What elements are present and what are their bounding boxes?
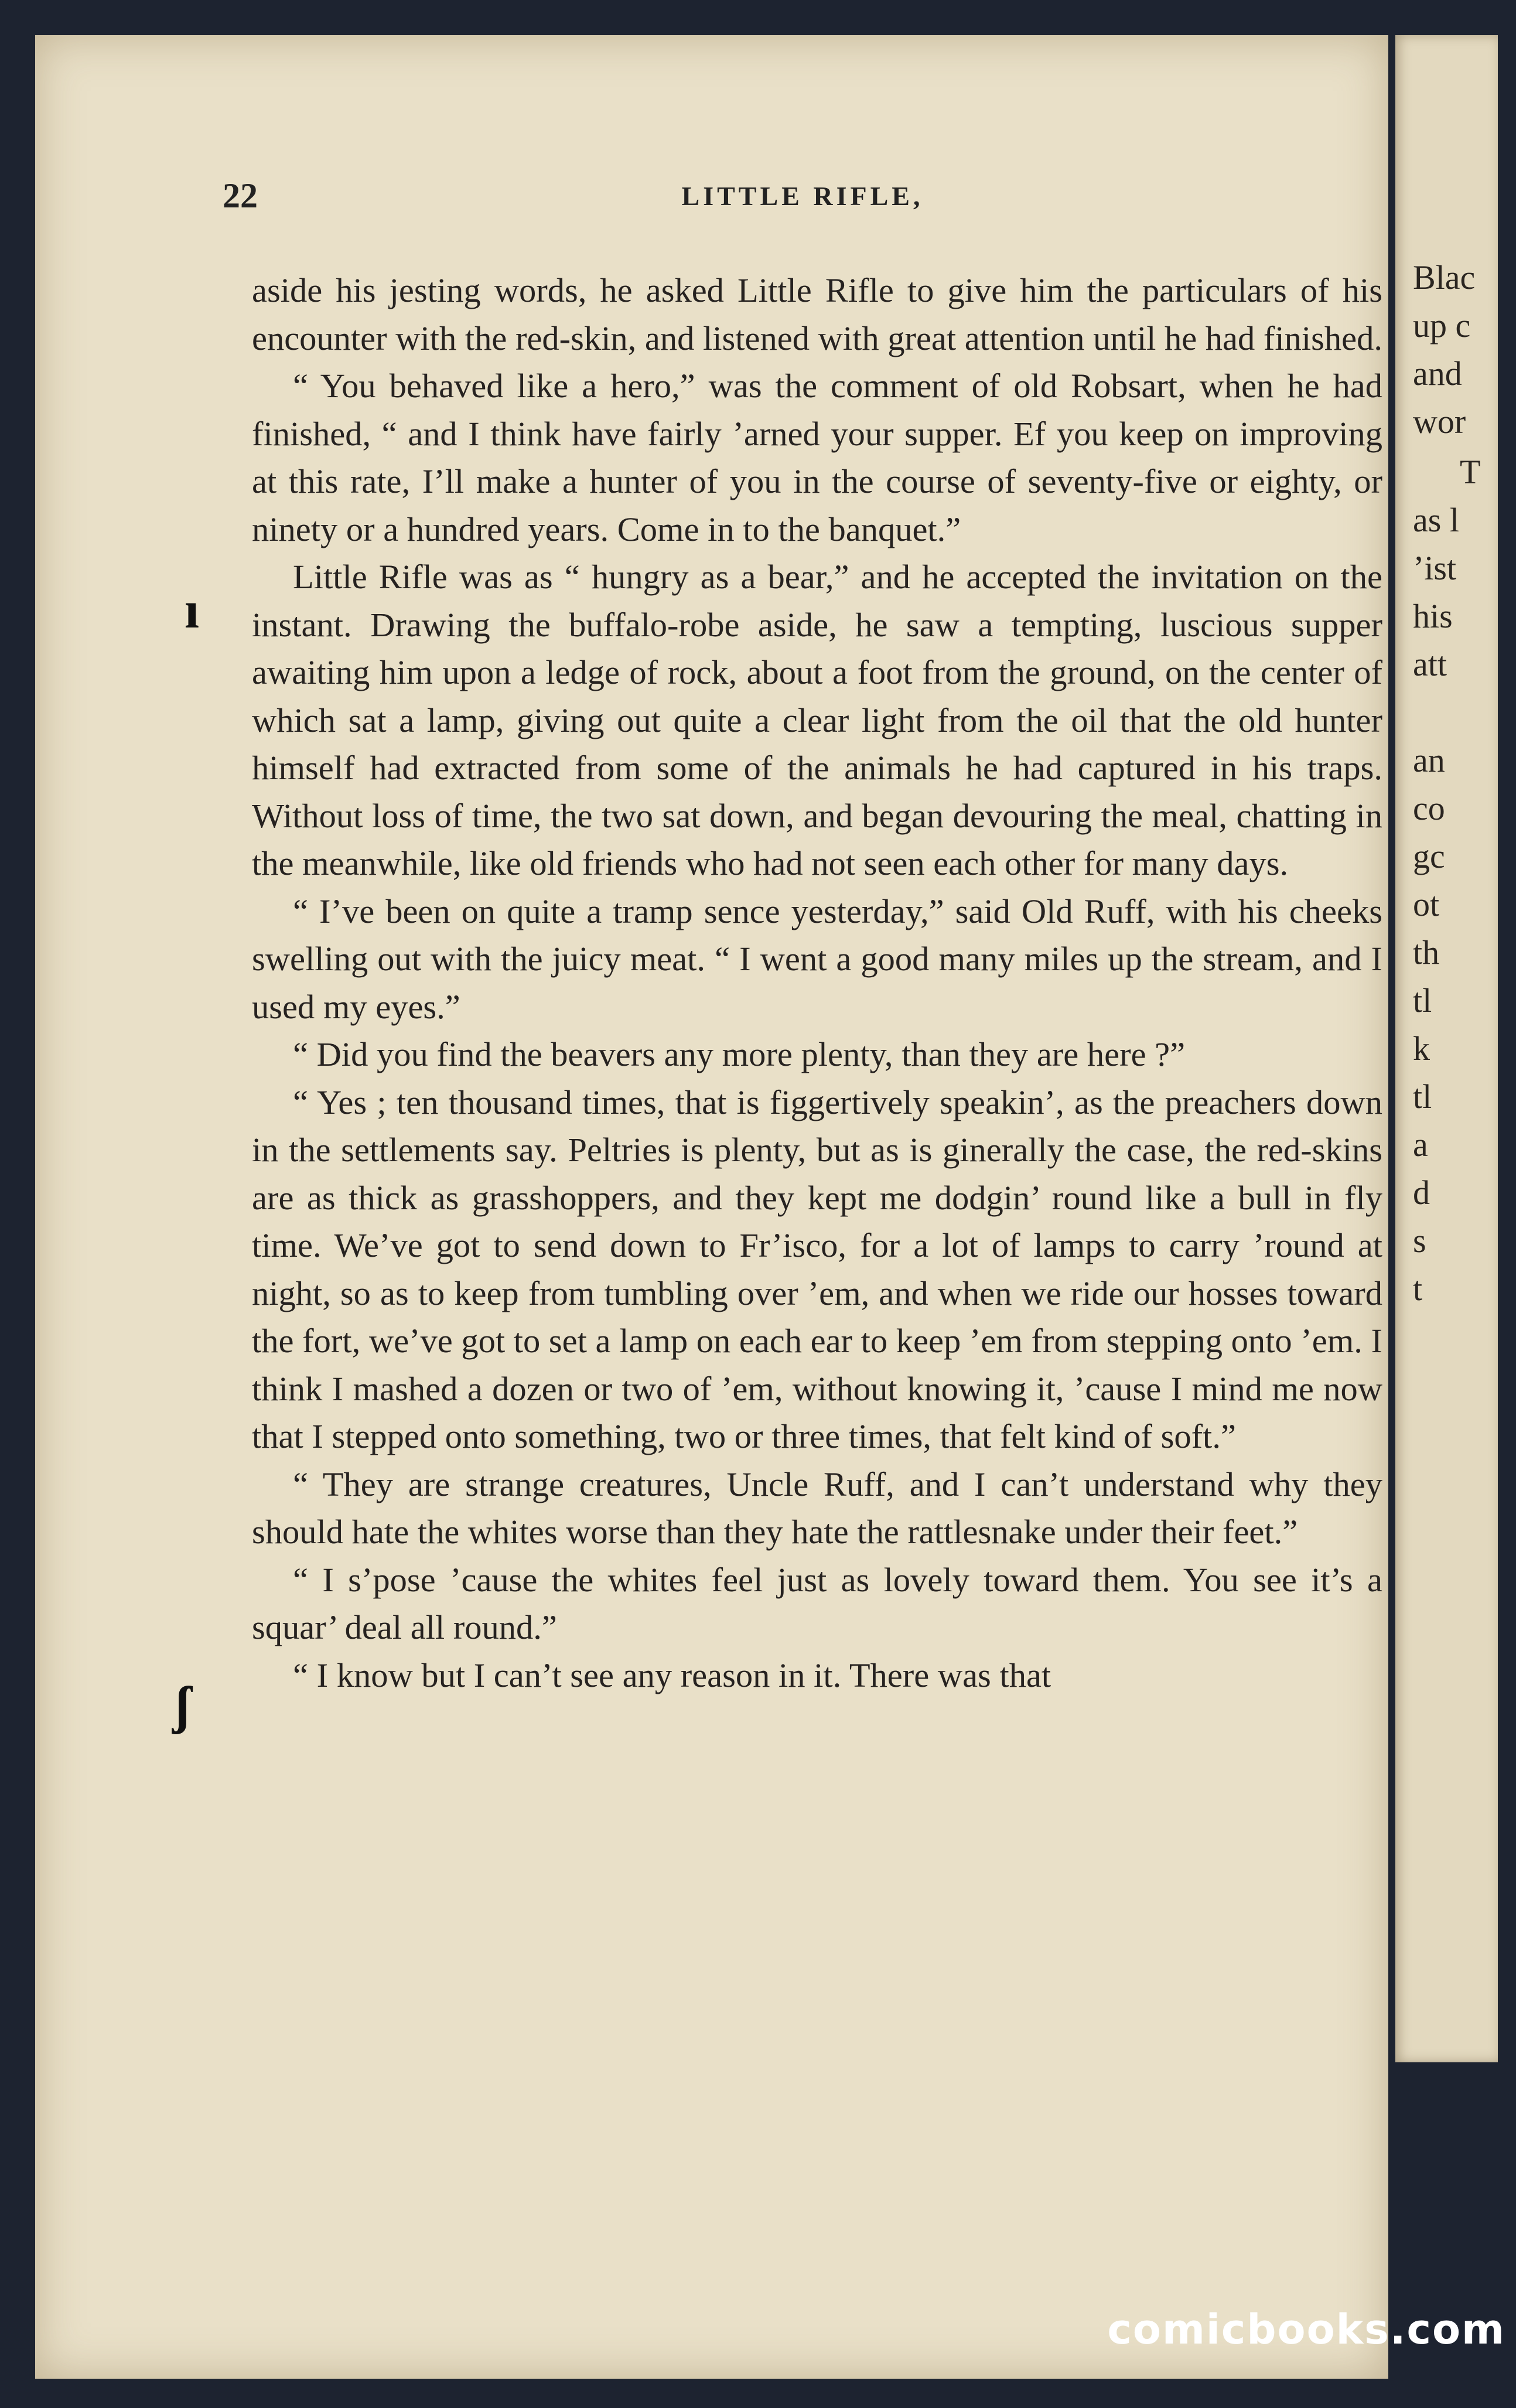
adjacent-page-text: his bbox=[1413, 597, 1453, 635]
running-head: LITTLE RIFLE, bbox=[681, 181, 924, 211]
adjacent-page-text: a bbox=[1413, 1125, 1428, 1164]
paragraph: “ I s’pose ’cause the whites feel just as lovely toward them. You see it’s a squar’ deal all round.” bbox=[252, 1560, 1382, 1646]
adjacent-page-text: co bbox=[1413, 789, 1445, 827]
paragraph: “ Yes ; ten thousand times, that is figgertively speakin’, as the preachers down in the settlements say. Peltries is plenty, but as is ginerally the case, the red-skins are as thick as grasshoppers, and they kept me dodgin’ round like a bull in fly time. We’ve got to send down to Fr’isco, for a lot of lamps to carry ’round at night, so as to keep from tumbling over ’em, and when we ride our hosses toward the fort, we’ve got to set a lamp on each ear to keep ’em from stepping onto ’em. I think I mashed a dozen or two of ’em, without knowing it, ’cause I mind me now that I stepped onto something, two or three times, that felt kind of soft.” bbox=[252, 1083, 1382, 1455]
adjacent-page-text: tl bbox=[1413, 981, 1432, 1019]
adjacent-page-text: T bbox=[1460, 453, 1481, 491]
adjacent-page-text: and bbox=[1413, 354, 1462, 393]
adjacent-page-text: gc bbox=[1413, 837, 1445, 875]
adjacent-page-text: up c bbox=[1413, 306, 1471, 345]
adjacent-page-text: tl bbox=[1413, 1077, 1432, 1116]
adjacent-page-text: k bbox=[1413, 1029, 1430, 1067]
adjacent-page-text: ’ist bbox=[1413, 549, 1457, 587]
adjacent-page-text: an bbox=[1413, 741, 1445, 779]
book-page bbox=[35, 35, 1388, 2379]
paragraph: “ I’ve been on quite a tramp sence yesterday,” said Old Ruff, with his cheeks swelling out with the juicy meat. “ I went a good many miles up the stream, and I used my eyes.” bbox=[252, 892, 1382, 1026]
adjacent-page-text: wor bbox=[1413, 403, 1466, 441]
adjacent-page-text: th bbox=[1413, 933, 1440, 971]
paragraph: “ I know but I can’t see any reason in it. There was that bbox=[293, 1656, 1051, 1694]
watermark bbox=[1072, 2305, 1505, 2393]
adjacent-page-text: t bbox=[1413, 1270, 1423, 1308]
adjacent-page-text: as l bbox=[1413, 501, 1459, 539]
page-number: 22 bbox=[223, 176, 258, 215]
paragraph: “ You behaved like a hero,” was the comment of old Robsart, when he had finished, “ and I think have fairly ’arned your supper. Ef you keep on improving at this rate, I’ll make a hunter of you in the course of seventy-five or eighty, or ninety or a hundred years. Come in to the banquet.” bbox=[252, 367, 1382, 548]
watermark-text: comicbooks.com bbox=[1107, 2305, 1505, 2354]
paragraph: “ Did you find the beavers any more plenty, than they are here ?” bbox=[293, 1035, 1186, 1073]
adjacent-page-text: d bbox=[1413, 1174, 1430, 1212]
adjacent-page-text: att bbox=[1413, 645, 1447, 683]
ink-mark: ı bbox=[185, 581, 200, 639]
adjacent-page-text: ot bbox=[1413, 885, 1440, 923]
paragraph: “ They are strange creatures, Uncle Ruff, and I can’t understand why they should hate the whites worse than they hate the rattlesnake under their feet.” bbox=[252, 1465, 1382, 1551]
paragraph: aside his jesting words, he asked Little Rifle to give him the particulars of his encounter with the red-skin, and listened with great attention until he had finished. bbox=[252, 271, 1382, 357]
adjacent-page-edge bbox=[1395, 35, 1498, 2062]
adjacent-page-text: s bbox=[1413, 1222, 1426, 1260]
body-text bbox=[252, 267, 1382, 1699]
ink-mark: ʃ bbox=[175, 1677, 191, 1735]
page-header bbox=[223, 176, 1382, 223]
adjacent-page-text: Blac bbox=[1413, 258, 1476, 296]
paragraph: Little Rifle was as “ hungry as a bear,” and he accepted the invitation on the instant. Drawing the buffalo-robe aside, he saw a tempting, luscious supper awaiting him upon a ledge of rock, about a foot from the ground, on the center of which sat a lamp, giving out quite a clear light from the oil that the old hunter himself had extracted from some of the animals he had captured in his traps. Without loss of time, the two sat down, and began devouring the meal, chatting in the meanwhile, like old friends who had not seen each other for many days. bbox=[252, 558, 1382, 882]
